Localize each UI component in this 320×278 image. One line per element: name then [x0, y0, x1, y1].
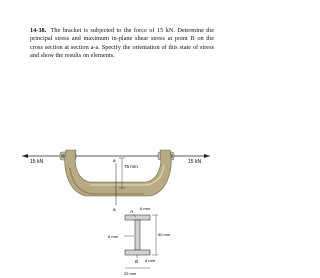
point-A-label: A — [130, 209, 134, 214]
point-B-label: B — [135, 259, 139, 264]
left-force-arrowhead — [22, 154, 28, 158]
dim-75-label: 75 mm — [124, 164, 138, 169]
dim-6-top-label: 6 mm — [140, 206, 150, 211]
problem-number: 14-38. — [30, 27, 47, 34]
problem-text: The bracket is subjected to the force of 15 kN. Determine the principal stress and maximum in-plane shear stress at point B on the cross section at section a-a. Specify the orientation of this state of stress and show the results on elements. — [30, 27, 215, 60]
dim-25-label: 25 mm — [124, 271, 137, 276]
right-force-arrowhead — [204, 154, 210, 158]
dim-50-label: 50 mm — [158, 232, 171, 237]
section-mark-top: a — [113, 158, 116, 163]
dim-6-left-label: 6 mm — [108, 234, 118, 239]
cross-section — [125, 215, 150, 255]
right-force-label: 15 kN — [188, 159, 202, 165]
dim-6-bottom-label: 6 mm — [145, 258, 155, 263]
section-mark-bottom: a — [113, 207, 116, 212]
left-force-label: 15 kN — [30, 159, 44, 165]
